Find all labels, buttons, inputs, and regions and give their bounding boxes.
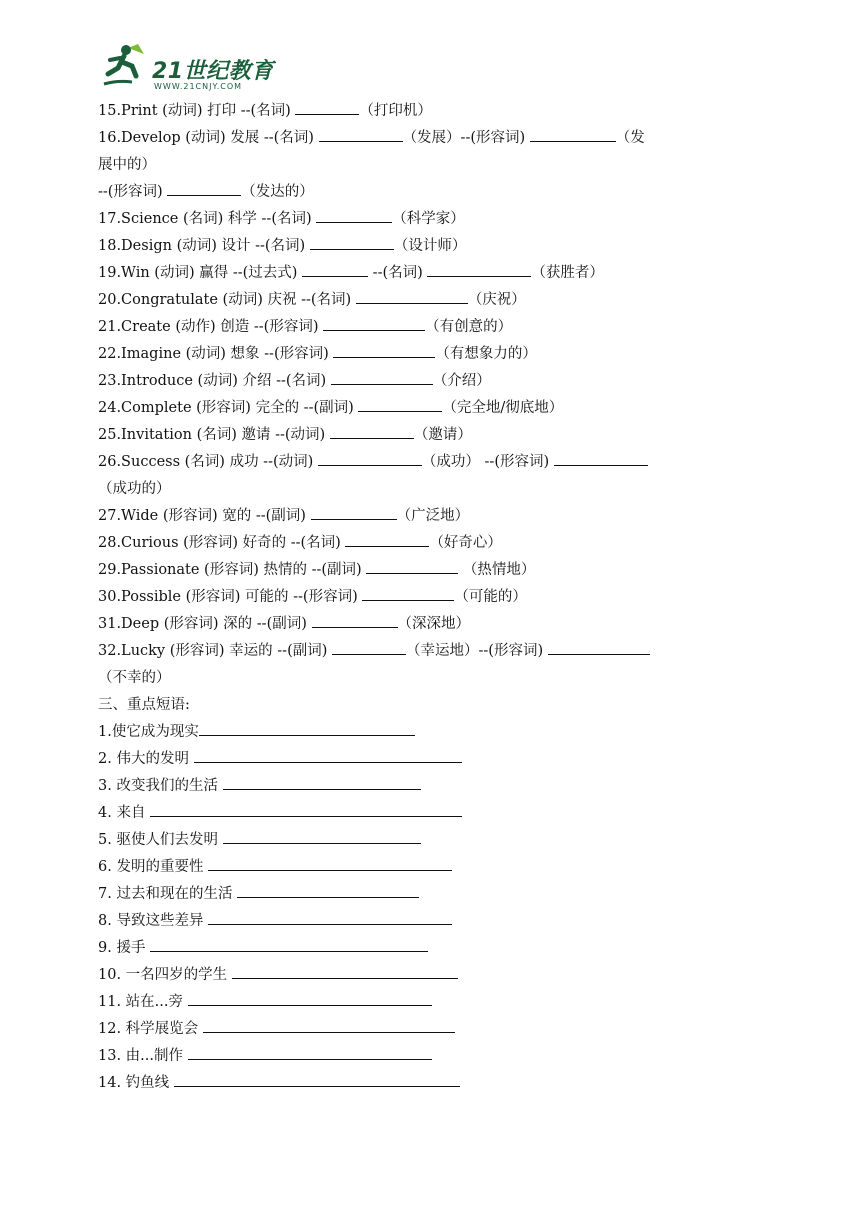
word-form-item bbox=[98, 503, 768, 530]
word-form-item bbox=[98, 368, 768, 395]
item-hint: （庆祝） bbox=[467, 292, 526, 308]
phrase-item bbox=[98, 962, 768, 989]
word-form-item bbox=[98, 233, 768, 260]
answer-blank[interactable] bbox=[223, 774, 421, 790]
answer-blank[interactable] bbox=[150, 801, 462, 817]
brand-url: WWW.21CNJY.COM bbox=[154, 82, 243, 91]
answer-blank[interactable] bbox=[356, 288, 468, 304]
item-text: 16.Develop (动词) 发展 --(名词) bbox=[98, 130, 319, 146]
item-text: 24.Complete (形容词) 完全的 --(副词) bbox=[98, 400, 359, 416]
answer-blank[interactable] bbox=[330, 423, 414, 439]
item-hint: --(名词) bbox=[368, 265, 428, 281]
answer-blank[interactable] bbox=[188, 1044, 432, 1060]
answer-blank[interactable] bbox=[188, 990, 432, 1006]
answer-blank[interactable] bbox=[548, 639, 650, 655]
item-text: 29.Passionate (形容词) 热情的 --(副词) bbox=[98, 562, 367, 578]
answer-blank[interactable] bbox=[366, 558, 458, 574]
answer-blank[interactable] bbox=[331, 369, 433, 385]
phrase-text: 5. 驱使人们去发明 bbox=[98, 832, 223, 848]
phrase-text: 2. 伟大的发明 bbox=[98, 751, 194, 767]
answer-blank[interactable] bbox=[318, 450, 422, 466]
answer-blank[interactable] bbox=[302, 261, 368, 277]
item-text: 展中的） bbox=[98, 157, 156, 173]
page-header bbox=[98, 40, 328, 96]
word-form-item bbox=[98, 422, 768, 449]
answer-blank[interactable] bbox=[311, 504, 397, 520]
phrases-list bbox=[98, 719, 768, 1097]
item-hint: （完全地/彻底地） bbox=[442, 400, 564, 416]
answer-blank[interactable] bbox=[554, 450, 648, 466]
item-text: 22.Imagine (动词) 想象 --(形容词) bbox=[98, 346, 334, 362]
item-text: 30.Possible (形容词) 可能的 --(形容词) bbox=[98, 589, 363, 605]
answer-blank[interactable] bbox=[310, 234, 394, 250]
phrases-section-title: 三、重点短语: bbox=[98, 697, 190, 713]
word-form-item bbox=[98, 476, 768, 503]
phrase-item bbox=[98, 935, 768, 962]
word-form-item bbox=[98, 638, 768, 665]
phrase-item bbox=[98, 719, 768, 746]
word-form-item bbox=[98, 98, 768, 125]
answer-blank[interactable] bbox=[174, 1071, 460, 1087]
item-text: 23.Introduce (动词) 介绍 --(名词) bbox=[98, 373, 331, 389]
word-form-item bbox=[98, 395, 768, 422]
phrase-text: 6. 发明的重要性 bbox=[98, 859, 209, 875]
word-forms-list bbox=[98, 98, 768, 692]
answer-blank[interactable] bbox=[208, 855, 452, 871]
item-hint: （热情地） bbox=[458, 562, 536, 578]
phrase-text: 3. 改变我们的生活 bbox=[98, 778, 223, 794]
phrase-item bbox=[98, 773, 768, 800]
phrase-item bbox=[98, 989, 768, 1016]
answer-blank[interactable] bbox=[167, 180, 241, 196]
brand-name: 21世纪教育 bbox=[152, 59, 274, 84]
item-text: 20.Congratulate (动词) 庆祝 --(名词) bbox=[98, 292, 356, 308]
item-hint: （打印机） bbox=[359, 103, 432, 119]
word-form-item bbox=[98, 179, 768, 206]
word-form-item bbox=[98, 206, 768, 233]
item-text: （成功的） bbox=[98, 481, 171, 497]
phrase-text: 13. 由...制作 bbox=[98, 1048, 188, 1064]
phrase-text: 14. 钓鱼线 bbox=[98, 1075, 174, 1091]
answer-blank[interactable] bbox=[237, 882, 419, 898]
answer-blank[interactable] bbox=[295, 99, 359, 115]
item-hint: （有想象力的） bbox=[435, 346, 537, 362]
item-text: 19.Win (动词) 赢得 --(过去式) bbox=[98, 265, 303, 281]
item-hint: （发 bbox=[615, 130, 645, 146]
item-text: 28.Curious (形容词) 好奇的 --(名词) bbox=[98, 535, 346, 551]
phrase-item bbox=[98, 1070, 768, 1097]
answer-blank[interactable] bbox=[199, 720, 415, 736]
answer-blank[interactable] bbox=[232, 963, 458, 979]
word-form-item bbox=[98, 530, 768, 557]
phrase-text: 12. 科学展览会 bbox=[98, 1021, 203, 1037]
phrase-text: 7. 过去和现在的生活 bbox=[98, 886, 238, 902]
item-hint: （获胜者） bbox=[531, 265, 604, 281]
item-text: （不幸的） bbox=[98, 670, 171, 686]
item-hint: （可能的） bbox=[454, 589, 527, 605]
answer-blank[interactable] bbox=[427, 261, 531, 277]
item-text: 27.Wide (形容词) 宽的 --(副词) bbox=[98, 508, 311, 524]
item-text: --(形容词) bbox=[98, 184, 168, 200]
word-form-item bbox=[98, 665, 768, 692]
item-hint: （好奇心） bbox=[429, 535, 502, 551]
answer-blank[interactable] bbox=[358, 396, 442, 412]
item-hint: （邀请） bbox=[413, 427, 472, 443]
item-hint: （广泛地） bbox=[396, 508, 470, 524]
word-form-item bbox=[98, 449, 768, 476]
answer-blank[interactable] bbox=[194, 747, 462, 763]
phrase-item bbox=[98, 746, 768, 773]
item-text: 31.Deep (形容词) 深的 --(副词) bbox=[98, 616, 312, 632]
item-text: 25.Invitation (名词) 邀请 --(动词) bbox=[98, 427, 330, 443]
item-hint: （有创意的） bbox=[425, 319, 513, 335]
worksheet-content bbox=[98, 98, 768, 1097]
item-hint: （介绍） bbox=[432, 373, 491, 389]
word-form-item bbox=[98, 341, 768, 368]
phrase-text: 1.使它成为现实 bbox=[98, 724, 199, 740]
answer-blank[interactable] bbox=[150, 936, 428, 952]
word-form-item bbox=[98, 287, 768, 314]
phrase-item bbox=[98, 827, 768, 854]
item-hint: （发达的） bbox=[241, 184, 314, 200]
item-text: 18.Design (动词) 设计 --(名词) bbox=[98, 238, 310, 254]
phrase-item bbox=[98, 1016, 768, 1043]
item-text: 21.Create (动作) 创造 --(形容词) bbox=[98, 319, 324, 335]
phrase-text: 10. 一名四岁的学生 bbox=[98, 967, 232, 983]
phrase-item bbox=[98, 881, 768, 908]
item-text: 15.Print (动词) 打印 --(名词) bbox=[98, 103, 296, 119]
item-text: 26.Success (名词) 成功 --(动词) bbox=[98, 454, 318, 470]
phrase-item bbox=[98, 908, 768, 935]
answer-blank[interactable] bbox=[223, 828, 421, 844]
item-hint: （成功） --(形容词) bbox=[421, 454, 554, 470]
answer-blank[interactable] bbox=[333, 342, 435, 358]
word-form-item bbox=[98, 260, 768, 287]
item-text: 17.Science (名词) 科学 --(名词) bbox=[98, 211, 317, 227]
item-hint: （发展）--(形容词) bbox=[402, 130, 530, 146]
item-hint: （设计师） bbox=[393, 238, 467, 254]
word-form-item bbox=[98, 557, 768, 584]
answer-blank[interactable] bbox=[530, 126, 616, 142]
item-hint: （深深地） bbox=[397, 616, 470, 632]
phrase-item bbox=[98, 1043, 768, 1070]
phrase-item bbox=[98, 800, 768, 827]
item-text: 32.Lucky (形容词) 幸运的 --(副词) bbox=[98, 643, 332, 659]
phrase-text: 11. 站在...旁 bbox=[98, 994, 188, 1010]
answer-blank[interactable] bbox=[203, 1017, 455, 1033]
runner-logo-icon bbox=[98, 40, 154, 90]
phrase-text: 9. 援手 bbox=[98, 940, 151, 956]
item-hint: （科学家） bbox=[392, 211, 465, 227]
answer-blank[interactable] bbox=[332, 639, 406, 655]
word-form-item bbox=[98, 584, 768, 611]
answer-blank[interactable] bbox=[345, 531, 429, 547]
phrase-text: 8. 导致这些差异 bbox=[98, 913, 209, 929]
answer-blank[interactable] bbox=[208, 909, 452, 925]
answer-blank[interactable] bbox=[319, 126, 403, 142]
word-form-item bbox=[98, 611, 768, 638]
answer-blank[interactable] bbox=[312, 612, 398, 628]
answer-blank[interactable] bbox=[362, 585, 454, 601]
item-hint: （幸运地）--(形容词) bbox=[406, 643, 548, 659]
word-form-item bbox=[98, 152, 768, 179]
answer-blank[interactable] bbox=[323, 315, 425, 331]
phrase-text: 4. 来自 bbox=[98, 805, 151, 821]
answer-blank[interactable] bbox=[316, 207, 392, 223]
word-form-item bbox=[98, 125, 768, 152]
word-form-item bbox=[98, 314, 768, 341]
phrase-item bbox=[98, 854, 768, 881]
